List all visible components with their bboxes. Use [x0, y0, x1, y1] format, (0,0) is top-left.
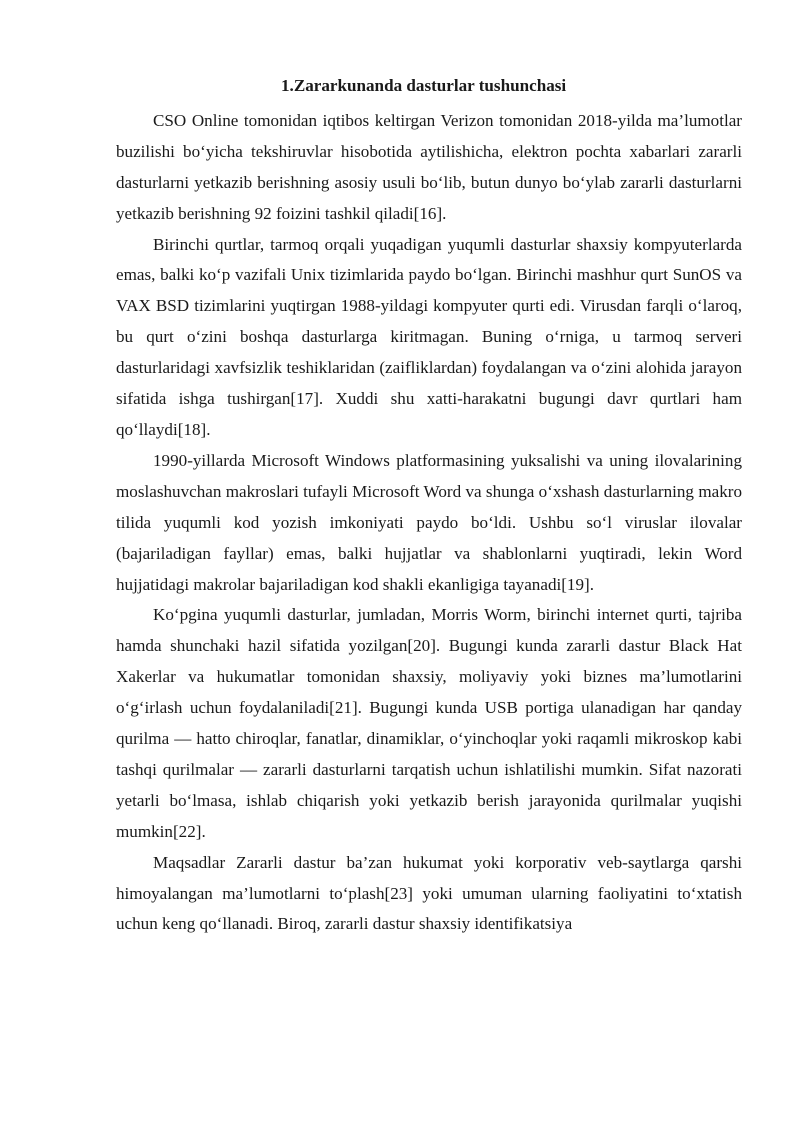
paragraph-first-worms: Birinchi qurtlar, tarmoq orqali yuqadigan yuqumli dasturlar shaxsiy kompyuterlarda emas, balki ko‘p vazifali Unix tizimlarida paydo bo‘lgan. Birinchi mashhur qurt SunOS va VAX BSD tizimlarini yuqtirgan 1988-yildagi kompyuter qurti edi. Virusdan farqli o‘laroq, bu qurt o‘zini boshqa dasturlarga kiritmagan. Buning o‘rniga, u tarmoq serveri dasturlaridagi xavfsizlik teshiklaridan (zaifliklardan) foydalangan va o‘zini alohida jarayon sifatida ishga tushirgan[17]. Xuddi shu xatti-harakatni bugungi davr qurtlari ham qo‘llaydi[18]. — [116, 234, 742, 439]
section-heading: 1.Zararkunanda dasturlar tushunchasi — [281, 76, 567, 95]
paragraph-macro-viruses: 1990-yillarda Microsoft Windows platformasining yuksalishi va uning ilovalarining moslashuvchan makroslari tufayli Microsoft Word va shunga o‘xshash dasturlarning makro tilida yuqumli kod yozish imkoniyati paydo bo‘ldi. Ushbu so‘l viruslar ilovalar (bajariladigan fayllar) emas, balki hujjatlar va shablonlarni yuqtiradi, lekin Word hujjatidagi makrolar bajariladigan kod shakli ekanligiga tayanadi[19]. — [116, 450, 742, 594]
paragraph-targets: Maqsadlar Zararli dastur ba’zan hukumat yoki korporativ veb-saytlarga qarshi himoyalangan ma’lumotlarni to‘plash[23] yoki umuman ularning faoliyatini to‘xtatish uchun keng qo‘llanadi. Biroq, zararli dastur shaxsiy identifikatsiya — [116, 852, 742, 934]
paragraph-email-malware: CSO Online tomonidan iqtibos keltirgan Verizon tomonidan 2018-yilda ma’lumotlar buzilishi bo‘yicha tekshiruvlar hisobotida aytilishicha, elektron pochta xabarlari zararli dasturlarni yetkazib berishning asosiy usuli bo‘lib, butun dunyo bo‘ylab zararli dasturlarni yetkazib berishning 92 foizini tashkil qiladi[16]. — [116, 110, 742, 223]
document-body — [116, 71, 742, 940]
paragraph-infectious-programs: Ko‘pgina yuqumli dasturlar, jumladan, Morris Worm, birinchi internet qurti, tajriba hamda shunchaki hazil sifatida yozilgan[20]. Bugungi kunda zararli dastur Black Hat Xakerlar va hukumatlar tomonidan shaxsiy, moliyaviy yoki biznes ma’lumotlarini o‘g‘irlash uchun foydalaniladi[21]. Bugungi kunda USB portiga ulanadigan har qanday qurilma — hatto chiroqlar, fanatlar, dinamiklar, o‘yinchoqlar yoki raqamli mikroskop kabi tashqi qurilmalar — zararli dasturlarni tarqatish uchun ishlatilishi mumkin. Sifat nazorati yetarli bo‘lmasa, ishlab chiqarish yoki yetkazib berish jarayonida qurilmalar yuqishi mumkin[22]. — [116, 605, 742, 841]
